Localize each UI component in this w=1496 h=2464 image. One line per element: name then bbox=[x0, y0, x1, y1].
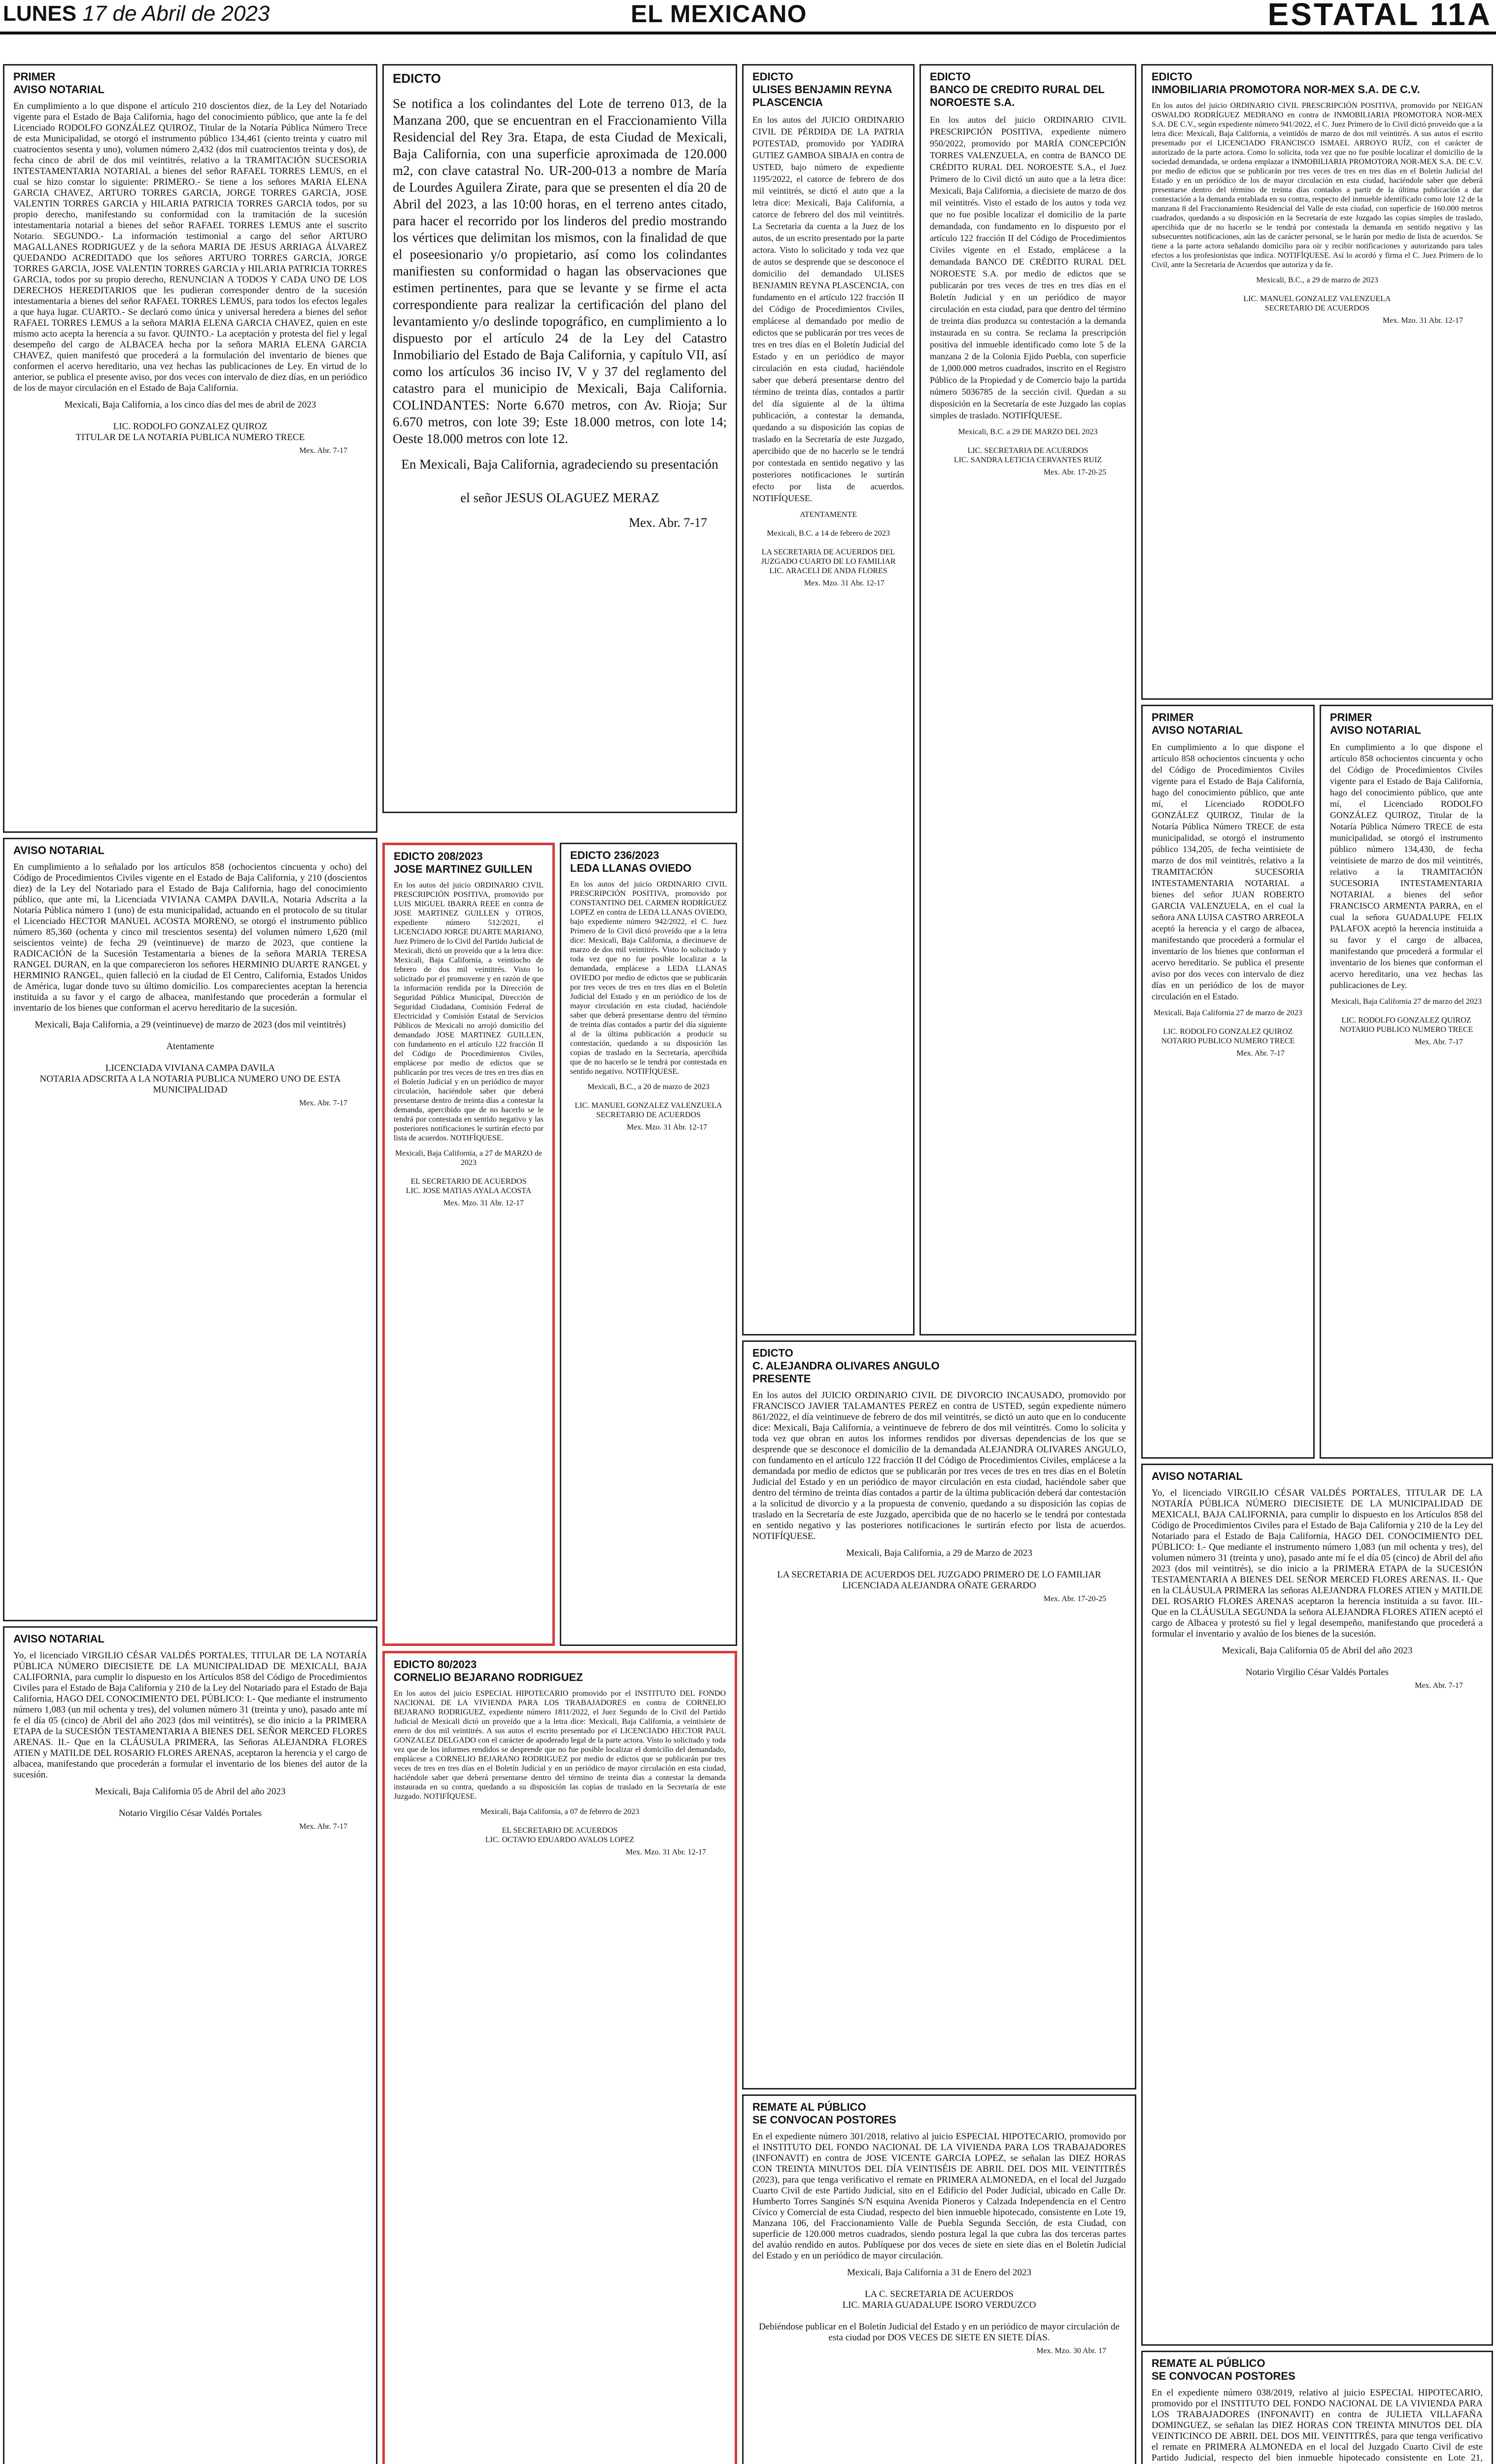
notice-publication-ref: Mex. Abr. 17-20-25 bbox=[1043, 1595, 1106, 1603]
notice-publication-ref: Mex. Mzo. 31 Abr. 12-17 bbox=[443, 1199, 524, 1207]
notice-publication-ref: Mex. Mzo. 31 Abr. 12-17 bbox=[1382, 316, 1463, 325]
notice-heading: PRIMER AVISO NOTARIAL bbox=[1152, 711, 1243, 736]
notice-signature: Mexicali, B.C. a 29 DE MARZO DEL 2023 LIC. SECRETARIA DE ACUERDOS LIC. SANDRA LETICIA CERVANTES RUIZ bbox=[953, 428, 1102, 464]
masthead bbox=[0, 0, 1496, 34]
notice-remate-villafana bbox=[1141, 2351, 1493, 2464]
notice-heading: EDICTO bbox=[393, 71, 441, 86]
notice-publication-ref: Mex. Abr. 7-17 bbox=[629, 515, 707, 530]
notice-body: En los autos del juicio ESPECIAL HIPOTECARIO promovido por el INSTITUTO DEL FONDO NACIONAL DE LA VIVIENDA PARA LOS TRABAJADORES en contra de CORNELIO BEJARANO RODRIGUEZ, expediente número 1811/2022, el Juez Segundo de lo Civil del Partido Judicial de Mexicali dictó un proveído que a la letra dice: Mexicali, Baja California, a veintisiete de enero de dos mil veintitrés. A sus autos el escrito presentado por el LICENCIADO HECTOR PAUL GONZALEZ DELGADO con el carácter de apoderado legal de la parte actora. Visto lo solicitado y toda vez que de los informes rendidos se desprende que no fue posible localizar el domicilio del demandado, emplácese a CORNELIO BEJARANO RODRIGUEZ por medio de edictos que se publicarán por tres veces de tres en tres días en el Boletín Judicial y en un periódico de mayor circulación en esta ciudad, haciéndole saber que deberá presentarse dentro del término de treinta días a contestar la demanda instaurada en su contra, quedando a su disposición las copias de traslado en la Secretaría de este Juzgado. NOTIFÍQUESE. bbox=[394, 1689, 726, 1801]
notice-body: En los autos del juicio ORDINARIO CIVIL PRESCRIPCIÓN POSITIVA, promovido por NEIGAN OSWALDO RODRÍGUEZ MEDRANO en contra de INMOBILIARIA PROMOTORA NOR-MEX S.A. DE C.V., según expediente número 941/2022, el C. Juez Primero de lo Civil dictó proveído que a la letra dice: Mexicali, Baja California, a veintidós de marzo de dos mil veintitrés. A sus autos el escrito presentado por el LICENCIADO FRANCISCO ISMAEL ARROYO RUÍZ, con el carácter de autorizado de la parte actora. Como lo solicita, toda vez que no fue posible localizar el domicilio de la sociedad demandada, se ordena emplazar a INMOBILIARIA PROMOTORA NOR-MEX S.A. DE C.V. por medio de edictos que se publicarán por tres veces de tres en tres días en el Boletín Judicial del Estado y en un periódico de los de mayor circulación en esta ciudad, haciéndole saber que deberá presentarse dentro del término de treinta días contados a partir de la última publicación a dar contestación a la demanda entablada en su contra, respecto del inmueble identificado como lote 12 de la manzana 8 del Fraccionamiento Residencial del Valle de esta ciudad, con superficie de 160.000 metros cuadrados, quedando a su disposición en la Secretaría de este Juzgado las copias simples de traslado, apercibida que de no hacerlo se le tendrá por contestada la demanda en sentido negativo y las subsecuentes notificaciones, aún las de carácter personal, se le harán por medio de lista de acuerdos. Se tiene a la parte actora señalando domicilio para oír y recibir notificaciones y autorizando para tales efectos a los profesionistas que indica. NOTIFÍQUESE. Así lo acordó y firma el C. Juez Primero de lo Civil, ante la Secretaria de Acuerdos que autoriza y da fe. bbox=[1152, 102, 1483, 269]
notice-signature: Mexicali, Baja California, a 07 de febrero de 2023 EL SECRETARIO DE ACUERDOS LIC. OCTAVIO EDUARDO AVALOS LOPEZ bbox=[480, 1808, 640, 1844]
notice-body: En cumplimiento a lo que dispone el artículo 858 ochocientos cincuenta y ocho del Código de Procedimientos Civiles vigente para el Estado de Baja California, hago del conocimiento público, que ante mí, el Licenciado RODOLFO GONZÁLEZ QUIROZ, Titular de la Notaría Pública Número TRECE de esta municipalidad, se otorgó el instrumento público 134,205, de fecha veintisiete de marzo de dos mil veintitrés, relativo a la TRAMITACIÓN SUCESORIA INTESTAMENTARIA NOTARIAL a bienes del señor JUAN ROBERTO GARCIA VALENZUELA, en el cual la señora ANA LUISA CASTRO ARREOLA aceptó la herencia y el cargo de albacea, manifestando que procederá a formular el inventario de los bienes que conforman el acervo hereditario. Se publica el presente aviso por dos veces con intervalo de diez días en un periódico de los de mayor circulación en el Estado. bbox=[1152, 742, 1304, 1001]
notice-publication-ref: Mex. Abr. 7-17 bbox=[299, 1099, 347, 1107]
notice-remate-garcia-lopez bbox=[742, 2094, 1136, 2464]
notice-heading: EDICTO 208/2023 JOSE MARTINEZ GUILLEN bbox=[394, 850, 533, 875]
notice-heading: EDICTO 80/2023 CORNELIO BEJARANO RODRIGUEZ bbox=[394, 1658, 583, 1683]
notice-body: En los autos del JUICIO ORDINARIO CIVIL DE DIVORCIO INCAUSADO, promovido por FRANCISCO JAVIER TALAMANTES PEREZ en contra de USTED, según expediente número 861/2022, el día veintinueve de febrero de dos mil veintitrés, se dictó un auto que en lo conducente dice: Mexicali, Baja California, a veintinueve de febrero de dos mil veintitrés. Como lo solicita y toda vez que obran en autos los informes rendidos por diversas dependencias de los que se desprende que se desconoce el domicilio de la demandada ALEJANDRA OLIVARES ANGULO, con fundamento en el artículo 122 fracción II del Código de Procedimientos Civiles, emplácese a la demandada por medio de edictos que se publicarán por tres veces de tres en tres días en el Boletín Judicial del Estado y en un periódico de mayor circulación en esta ciudad, haciéndole saber que dentro del término de treinta días contados a partir de la última publicación deberá dar contestación a la solicitud de divorcio y a la propuesta de convenio, quedando a su disposición las copias de traslado en la Secretaría de este Juzgado, apercibida que de no hacerlo se le tendrá por contestada en sentido negativo y las posteriores notificaciones le surtirán efecto por lista de acuerdos. NOTIFÍQUESE. bbox=[752, 1390, 1126, 1541]
notice-signature: En Mexicali, Baja California, agradeciendo su presentación el señor JESUS OLAGUEZ MERAZ bbox=[401, 457, 718, 505]
notice-signature: Mexicali, Baja California, a 27 de MARZO de 2023 EL SECRETARIO DE ACUERDOS LIC. JOSE MATIAS AYALA ACOSTA bbox=[395, 1149, 543, 1195]
notice-signature: Mexicali, B.C., a 20 de marzo de 2023 LIC. MANUEL GONZALEZ VALENZUELA SECRETARIO DE ACUERDOS bbox=[575, 1083, 722, 1119]
notice-aviso-notarial-valdes-1 bbox=[3, 1626, 377, 2464]
notice-publication-ref: Mex. Abr. 7-17 bbox=[1236, 1049, 1285, 1058]
notice-edicto-banco-credito bbox=[919, 64, 1136, 1335]
notice-edicto-80 bbox=[382, 1651, 737, 2464]
notice-signature: Mexicali, Baja California a 31 de Enero del 2023 LA C. SECRETARIA DE ACUERDOS LIC. MARIA GUADALUPE ISORO VERDUZCO Debiéndose publicar en el Boletín Judicial del Estado y en un periódico de mayor circulación de esta ciudad por DOS VECES DE SIETE EN SIETE DÍAS. bbox=[759, 2267, 1120, 2343]
notice-publication-ref: Mex. Mzo. 30 Abr. 17 bbox=[1036, 2347, 1106, 2355]
notice-signature: ATENTAMENTE Mexicali, B.C. a 14 de febrero de 2023 LA SECRETARIA DE ACUERDOS DEL JUZGADO CUARTO DE LO FAMILIAR LIC. ARACELI DE ANDA FLORES bbox=[761, 511, 896, 575]
notice-edicto-inmobiliaria bbox=[1141, 64, 1493, 700]
notice-signature: Mexicali, Baja California, a 29 de Marzo de 2023 LA SECRETARIA DE ACUERDOS DEL JUZGADO PRIMERO DE LO FAMILIAR LICENCIADA ALEJANDRA OÑATE GERARDO bbox=[777, 1548, 1101, 1591]
notice-body: En cumplimiento a lo que dispone el artículo 858 ochocientos cincuenta y ocho del Código de Procedimientos Civiles vigente para el Estado de Baja California, hago del conocimiento público, que ante mí, el Licenciado RODOLFO GONZÁLEZ QUIROZ, Titular de la Notaría Pública Número TRECE de esta municipalidad, se otorgó el instrumento público número 134,430, de fecha veintisiete de marzo de dos mil veintitrés, relativo a la TRAMITACIÓN SUCESORIA INTESTAMENTARIA NOTARIAL a bienes del señor FRANCISCO ARMENTA PARRA, en el cual la señora GUADALUPE FELIX PALAFOX aceptó la herencia instituida a su favor y el cargo de albacea, manifestando que procederá a formular el inventario de los bienes que conforman el acervo hereditario, una vez hechas las publicaciones de Ley. bbox=[1330, 742, 1483, 990]
notice-body: En el expediente número 038/2019, relativo al juicio ESPECIAL HIPOTECARIO, promovido por el INSTITUTO DEL FONDO NACIONAL DE LA VIVIENDA PARA LOS TRABAJADORES (INFONAVIT) en contra de JULIETA VILLAFAÑA DOMINGUEZ, se señalan las DIEZ HORAS CON TREINTA MINUTOS DEL DÍA VEINTICINCO DE ABRIL DEL DOS MIL VEINTITRÉS, para que tenga verificativo el remate en PRIMERA ALMONEDA en el local del Juzgado Cuarto Civil de este Partido Judicial, respecto del bien inmueble hipotecado consistente en Lote 21, bbox=[1152, 2388, 1483, 2463]
notice-publication-ref: Mex. Mzo. 31 Abr. 12-17 bbox=[625, 1848, 706, 1856]
notice-body: En cumplimiento a lo que dispone el artículo 210 doscientos diez, de la Ley del Notariado vigente para el Estado de Baja California, hago del conocimiento público, que ante la fe del Licenciado RODOLFO GONZÁLEZ QUIROZ, Titular de la Notaría Pública Número Trece de esta Municipalidad, se otorgó el instrumento público 134,461 (ciento treinta y cuatro mil cuatrocientos sesenta y uno), volumen número 2,432 (dos mil cuatrocientos treinta y dos), de fecha cinco de abril de dos mil veintitrés, relativo a la TRAMITACIÓN SUCESORIA INTESTAMENTARIA NOTARIAL a bienes del señor RAFAEL TORRES LEMUS, en el cual se hizo constar lo siguiente: PRIMERO.- Se tiene a los señores MARIA ELENA GARCIA CHAVEZ, ARTURO TORRES GARCIA, JORGE TORRES GARCIA, JOSE VALENTIN TORRES GARCIA y HILARIA PATRICIA TORRES GARCIA todos, por su propio derecho, manifestando su conformidad con la tramitación de la sucesión intestamentaria notarial a bienes del señor RAFAEL TORRES LEMUS ante el suscrito Notario. SEGUNDO.- La información testimonial a cargo del señor ARTURO MAGALLANES RODRIGUEZ y de la señora MARIA DE JESUS ARRIAGA ÁLVAREZ QUEDANDO ACREDITADO que los señores ARTURO TORRES GARCIA, JORGE TORRES GARCIA, JOSE VALENTIN TORRES GARCIA y HILARIA PATRICIA TORRES GARCIA, todos por su propio derecho, RENUNCIAN A TODOS Y CADA UNO DE LOS DERECHOS HEREDITARIOS que les pudieran corresponder dentro de la sucesión intestamentaria a bienes del señor RAFAEL TORRES LEMUS, para todos los efectos legales a que haya lugar. CUARTO.- Se declaró como única y universal heredera a bienes del señor RAFAEL TORRES LEMUS a la señora MARIA ELENA GARCIA CHAVEZ, quien en este mismo acto acepta la herencia a su favor. QUINTO.- La aceptación y protesta del fiel y legal desempeño del cargo de ALBACEA hecha por la señora MARIA ELENA GARCIA CHAVEZ, quien manifestó que procederá a la formulación del inventario de bienes que conformen el acervo hereditario, una vez hechas las publicaciones de Ley. En virtud de lo anterior, se publica el presente aviso, por dos veces con intervalo de diez días, en un periódico de los de mayor circulación en el Estado de Baja California. bbox=[13, 101, 367, 393]
notice-heading: EDICTO ULISES BENJAMIN REYNA PLASCENCIA bbox=[752, 70, 892, 108]
notice-primer-aviso-armenta bbox=[1320, 705, 1493, 1459]
notice-edicto-olaguez bbox=[382, 64, 737, 813]
notice-signature: Mexicali, B.C., a 29 de marzo de 2023 LIC. MANUEL GONZALEZ VALENZUELA SECRETARIO DE ACUERDOS bbox=[1243, 276, 1391, 312]
notice-body: En los autos del juicio ORDINARIO CIVIL PRESCRIPCIÓN POSITIVA, promovido por CONSTANTINO DEL CARMEN RODRÍGUEZ LOPEZ en contra de LEDA LLANAS OVIEDO, bajo expediente número 942/2022, el C. Juez Primero de lo Civil dictó proveído que a la letra dice: Mexicali, Baja California, a diecinueve de marzo de dos mil veintitrés. Visto lo solicitado y toda vez que no fue posible localizar a la demandada, emplácese a LEDA LLANAS OVIEDO por medio de edictos que se publicarán por tres veces de tres en tres días en el Boletín Judicial del Estado y en un periódico de los de mayor circulación en esta ciudad, haciéndole saber que deberá presentarse dentro del término de treinta días contados a partir del día siguiente al de la última publicación a producir su contestación, quedando a su disposición las copias de traslado en la Secretaría, apercibida que de no hacerlo se le tendrá por contestada en sentido negativo. NOTIFÍQUESE. bbox=[570, 880, 727, 1076]
notice-body: En el expediente número 301/2018, relativo al juicio ESPECIAL HIPOTECARIO, promovido por el INSTITUTO DEL FONDO NACIONAL DE LA VIVIENDA PARA LOS TRABAJADORES (INFONAVIT) en contra de JOSE VICENTE GARCIA LOPEZ, se señalan las DIEZ HORAS CON TREINTA MINUTOS DEL DÍA VEINTISÉIS DE ABRIL DEL DOS MIL VEINTITRÉS (2023), para que tenga verificativo el remate en PRIMERA ALMONEDA, en el local del Juzgado Cuarto Civil de este Partido Judicial, sito en el Edificio del Poder Judicial, ubicado en Calle Dr. Humberto Torres Sanginés S/N esquina Avenida Pioneros y Calzada Independencia en el Centro Cívico y Comercial de esta Ciudad, respecto del bien inmueble hipotecado, consistente en Lote 19, Manzana 106, del Fraccionamiento Valle de Puebla Segunda Sección, de esta Ciudad, con superficie de 120.000 metros cuadrados, siendo postura legal la que cubra las dos terceras partes del avalúo rendido en autos. Publíquese por dos veces de siete en siete días en el Boletín Judicial del Estado y en un periódico de mayor circulación. bbox=[752, 2131, 1126, 2261]
notice-publication-ref: Mex. Mzo. 31 Abr. 12-17 bbox=[626, 1123, 707, 1131]
masthead-day: LUNES bbox=[3, 1, 77, 26]
masthead-section: ESTATAL 11A bbox=[1267, 0, 1492, 32]
masthead-paper-name: EL MEXICANO bbox=[631, 0, 807, 28]
notice-aviso-notarial-valdes-2 bbox=[1141, 1464, 1493, 2346]
notice-primer-aviso-castro bbox=[1141, 705, 1315, 1459]
notice-heading: AVISO NOTARIAL bbox=[13, 1633, 104, 1645]
masthead-date-text: 17 de Abril de 2023 bbox=[82, 1, 270, 26]
notice-primer-aviso-notarial-1 bbox=[3, 64, 377, 833]
notice-aviso-notarial-campa bbox=[3, 838, 377, 1621]
notice-publication-ref: Mex. Abr. 17-20-25 bbox=[1043, 468, 1106, 477]
notice-body: Se notifica a los colindantes del Lote de terreno 013, de la Manzana 200, que se encuentran en el Fraccionamiento Villa Residencial del Rey 3ra. Etapa, de esta Ciudad de Mexicali, Baja California, con una superficie aproximada de 120.000 m2, con clave catastral No. UR-200-013 a nombre de María de Lourdes Aguilera Zirate, para que se presenten el día 20 de Abril del 2023, a las 10:00 horas, en el terreno antes citado, para hacer el recorrido por los linderos del predio mostrando los vértices que delimitan los mismos, con la finalidad de que el poseesionario y/o propietario, así como los colindantes manifiesten su conformidad o hagan las observaciones que estimen pertinentes, para que se levante y se firme el acta correspondiente para realizar la certificación del plano del levantamiento y/o deslinde topográfico, en cumplimiento a lo dispuesto por el artículo 24 de la Ley del Catastro Inmobiliario del Estado de Baja California, y capítulo VII, así como los artículos 36 inciso IV, V y 37 del reglamento del catastro para el municipio de Mexicali, Baja California. COLINDANTES: Norte 6.670 metros, con Av. Rioja; Sur 6.670 metros, con lote 39; Este 18.000 metros, con lote 14; Oeste 18.000 metros con lote 12. bbox=[393, 96, 727, 446]
notice-signature: Mexicali, Baja California, a 29 (veintinueve) de marzo de 2023 (dos mil veintitrés) Atentamente LICENCIADA VIVIANA CAMPA DAVILA NOTARIA ADSCRITA A LA NOTARIA PUBLICA NUMERO UNO DE ESTA MUNICIPALIDAD bbox=[34, 1020, 346, 1095]
notice-body: En los autos del JUICIO ORDINARIO CIVIL DE PÉRDIDA DE LA PATRIA POTESTAD, promovido por YADIRA GUTIEZ GAMBOA SIBAJA en contra de USTED, bajo número de expediente 1195/2022, el catorce de febrero de dos mil veintitrés, se dictó el auto que a la letra dice: Mexicali, Baja California, a catorce de febrero del dos mil veintitrés. La Secretaria da cuenta a la Juez de los autos, de un escrito presentado por la parte actora. Visto lo solicitado y toda vez que de autos se desprende que se desconoce el domicilio del demandado ULISES BENJAMIN REYNA PLASCENCIA, con fundamento en el artículo 122 fracción II del Código de Procedimientos Civiles, emplácese al demandado por medio de edictos que se publicarán por tres veces de tres en tres días en el Boletín Judicial del Estado y en un periódico de mayor circulación en esta ciudad, haciéndole saber que deberá presentarse dentro del término de treinta días, contados a partir del día siguiente al de la última publicación, a contestar la demanda, quedando a su disposición las copias de traslado en la Secretaría de este Juzgado, apercibido que de no hacerlo se le tendrá por contestada en sentido negativo y las posteriores notificaciones le surtirán efecto por lista de acuerdos. NOTIFÍQUESE. bbox=[752, 115, 904, 503]
notice-publication-ref: Mex. Abr. 7-17 bbox=[1415, 1038, 1463, 1046]
notice-signature: Mexicali, Baja California 05 de Abril del año 2023 Notario Virgilio César Valdés Portales bbox=[95, 1786, 286, 1818]
notice-body: En los autos del juicio ORDINARIO CIVIL PRESCRIPCIÓN POSITIVA, expediente número 950/2022, promovido por MARÍA CONCEPCIÓN TORRES VALENZUELA, en contra de BANCO DE CRÉDITO RURAL DEL NOROESTE S.A., el Juez Primero de lo Civil dictó un auto que a la letra dice: Mexicali, Baja California, a diecisiete de marzo de dos mil veintitrés. Visto el estado de los autos y toda vez que no fue posible localizar el domicilio de la parte demandada, con fundamento en lo dispuesto por el artículo 122 fracción II del Código de Procedimientos Civiles vigente en el Estado, emplácese a la demandada BANCO DE CRÉDITO RURAL DEL NOROESTE S.A. por medio de edictos que se publicarán por tres veces de tres en tres días en el Boletín Judicial y en un periódico de mayor circulación en esta ciudad, para que dentro del término de treinta días produzca su contestación a la demanda instaurada en su contra. Se reclama la prescripción positiva del inmueble identificado como lote 5 de la manzana 2 de la Colonia Ejido Puebla, con superficie de 1,000.000 metros cuadrados, inscrito en el Registro Público de la Propiedad y de Comercio bajo la partida número 5036785 de la sección civil. Quedan a su disposición en la Secretaría de este Juzgado las copias simples de traslado. NOTIFÍQUESE. bbox=[930, 115, 1126, 420]
notice-publication-ref: Mex. Abr. 7-17 bbox=[1415, 1681, 1463, 1690]
notice-heading: PRIMER AVISO NOTARIAL bbox=[1330, 711, 1421, 736]
notice-body: Yo, el licenciado VIRGILIO CÉSAR VALDÉS PORTALES, TITULAR DE LA NOTARÍA PÚBLICA NÚMERO DIECISIETE DE LA MUNICIPALIDAD DE MEXICALI, BAJA CALIFORNIA, para cumplir lo dispuesto en los Artículos 858 del Código de Procedimientos Civiles para el Estado de Baja California y 210 de la Ley del Notariado para el Estado de Baja California, HAGO DEL CONOCIMIENTO DEL PÚBLICO: I.- Que mediante el instrumento número 1,083 (un mil ochenta y tres), del volumen número 31 (treinta y uno), pasado ante mí fe el día 05 (cinco) de Abril del año 2023 (dos mil veintitrés), se dio inicio a la PRIMERA ETAPA de la SUCESIÓN TESTAMENTARIA A BIENES DEL SEÑOR MERCED FLORES ARENAS. II.- Que en la CLÁUSULA PRIMERA las señoras ALEJANDRA FLORES ATIEN y MATILDE DEL ROSARIO FLORES ARENAS aceptaron la herencia instituida a su favor. III.- Que en la CLÁUSULA SEGUNDA la señora ALEJANDRA FLORES ATIEN aceptó el cargo de Albacea y protestó su fiel y legal desempeño, manifestando que procederá a formular el inventario y avalúo de los bienes de la sucesión. bbox=[1152, 1488, 1483, 1639]
notice-heading: AVISO NOTARIAL bbox=[1152, 1470, 1243, 1482]
notice-edicto-236 bbox=[560, 843, 737, 1646]
notice-signature: Mexicali, Baja California 27 de marzo de 2023 LIC. RODOLFO GONZALEZ QUIROZ NOTARIO PUBLICO NUMERO TRECE bbox=[1154, 1009, 1302, 1045]
masthead-date bbox=[3, 0, 270, 28]
notice-body: En cumplimiento a lo señalado por los artículos 858 (ochocientos cincuenta y ocho) del Código de Procedimientos Civiles vigente en el Estado de Baja California, y 210 (doscientos diez) de la Ley del Notariado para el Estado de Baja California, hago del conocimiento público, que ante mí, la Licenciada VIVIANA CAMPA DAVILA, Notaria Adscrita a la Notaría Pública número 1 (uno) de esta municipalidad, actuando en el protocolo de su titular el Licenciado HECTOR MANUEL ACOSTA MORENO, se otorgó el instrumento público número 85,360 (ochenta y cinco mil trescientos sesenta) del volumen número 1,620 (mil seiscientos veinte) de fecha 29 (veintinueve) de marzo de 2023, que contiene la RADICACIÓN de la Sucesión Testamentaria a bienes de la señora MARIA TERESA RANGEL DURAN, en la que comparecieron los señores HERMINIO DUARTE RANGEL y HERMINIO RANGEL, quien falleció en la ciudad de El Centro, California, Estados Unidos de América, lugar donde tuvo su último domicilio. Los comparecientes aceptan la herencia instituida a su favor y el cargo de albacea, manifestando que procederán a formular el inventario de los bienes que conforman el acervo hereditario de la sucesión. bbox=[13, 862, 367, 1013]
notice-signature: Mexicali, Baja California, a los cinco días del mes de abril de 2023 LIC. RODOLFO GONZALEZ QUIROZ TITULAR DE LA NOTARIA PUBLICA NUMERO TRECE bbox=[64, 400, 316, 443]
notice-heading: PRIMER AVISO NOTARIAL bbox=[13, 70, 104, 96]
notice-signature: Mexicali, Baja California 05 de Abril del año 2023 Notario Virgilio César Valdés Portales bbox=[1222, 1645, 1413, 1677]
notice-heading: REMATE AL PÚBLICO SE CONVOCAN POSTORES bbox=[752, 2101, 896, 2126]
notice-heading: AVISO NOTARIAL bbox=[13, 844, 104, 856]
notice-publication-ref: Mex. Abr. 7-17 bbox=[299, 446, 347, 455]
notice-signature: Mexicali, Baja California 27 de marzo del 2023 LIC. RODOLFO GONZALEZ QUIROZ NOTARIO PUBLICO NUMERO TRECE bbox=[1331, 997, 1482, 1034]
notice-edicto-olivares bbox=[742, 1340, 1136, 2089]
notice-edicto-reyna bbox=[742, 64, 915, 1335]
notice-publication-ref: Mex. Mzo. 31 Abr. 12-17 bbox=[804, 579, 884, 587]
notice-body: En los autos del juicio ORDINARIO CIVIL PRESCRIPCIÓN POSITIVA, promovido por LUIS MIGUEL IBARRA REEE en contra de JOSE MARTINEZ GUILLEN y OTROS, expediente número 512/2021, el LICENCIADO JORGE DUARTE MARIANO, Juez Primero de lo Civil del Partido Judicial de Mexicali, dictó un proveído que a la letra dice: Mexicali, Baja California, a veintiocho de febrero de dos mil veintitrés. Visto lo solicitado por el promovente y en razón de que la información rendida por la Dirección de Seguridad Pública Municipal, Dirección de Seguridad Ciudadana, Comisión Federal de Electricidad y Comisión Estatal de Servicios Públicos de Mexicali no arrojó domicilio del demandado JOSE MARTINEZ GUILLEN, con fundamento en el artículo 122 fracción II del Código de Procedimientos Civiles, emplácese por medio de edictos que se publicarán por tres veces de tres en tres días en el Boletín Judicial y en un periódico de mayor circulación, haciéndole saber que deberá presentarse dentro de treinta días a contestar la demanda, apercibido que de no hacerlo se le tendrá por contestada en sentido negativo y las posteriores notificaciones le surtirán efecto por lista de acuerdos. NOTIFÍQUESE. bbox=[394, 881, 544, 1142]
notice-heading: REMATE AL PÚBLICO SE CONVOCAN POSTORES bbox=[1152, 2357, 1295, 2382]
notice-body: Yo, el licenciado VIRGILIO CÉSAR VALDÉS PORTALES, TITULAR DE LA NOTARÍA PÚBLICA NÚMERO DIECISIETE DE LA MUNICIPALIDAD DE MEXICALI, BAJA CALIFORNIA, para cumplir lo dispuesto en los Artículos 858 del Código de Procedimientos Civiles para el Estado de Baja California y 210 de la Ley del Notariado para el Estado de Baja California, HAGO DEL CONOCIMIENTO DEL PÚBLICO: I.- Que mediante el instrumento número 1,083 (un mil ochenta y tres), del volumen número 31 (treinta y uno), pasado ante mí fe el día 05 (cinco) de Abril del año 2023 (dos mil veintitrés), se dio inicio a la PRIMERA ETAPA de la SUCESIÓN TESTAMENTARIA A BIENES DEL SEÑOR MERCED FLORES ARENAS. II.- Que en la CLÁUSULA PRIMERA, las Señoras ALEJANDRA FLORES ATIEN y MATILDE DEL ROSARIO FLORES ARENAS, aceptaron la herencia y el cargo de albacea, manifestando que procederán a formular el inventario de los bienes del autor de la sucesión. bbox=[13, 1650, 367, 1780]
notice-heading: EDICTO INMOBILIARIA PROMOTORA NOR-MEX S.A. DE C.V. bbox=[1152, 70, 1420, 96]
notice-edicto-208 bbox=[382, 843, 555, 1646]
notice-heading: EDICTO 236/2023 LEDA LLANAS OVIEDO bbox=[570, 849, 692, 874]
notice-heading: EDICTO C. ALEJANDRA OLIVARES ANGULO PRESENTE bbox=[752, 1347, 940, 1385]
notice-publication-ref: Mex. Abr. 7-17 bbox=[299, 1822, 347, 1831]
notice-heading: EDICTO BANCO DE CREDITO RURAL DEL NOROESTE S.A. bbox=[930, 70, 1105, 108]
